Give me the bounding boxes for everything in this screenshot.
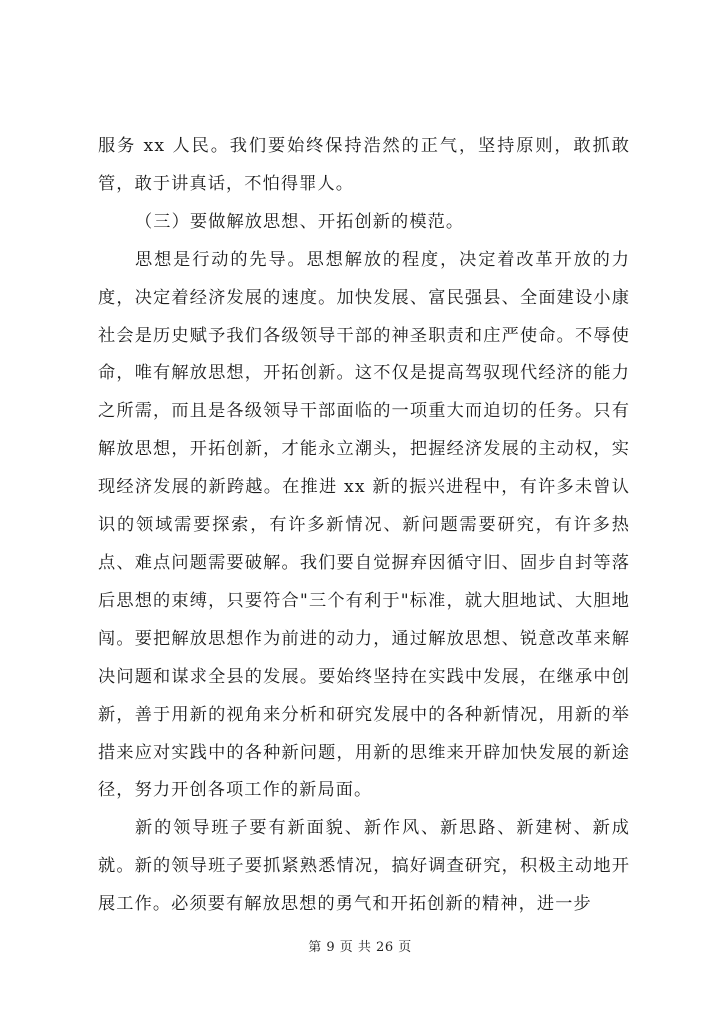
- paragraph-thought-liberation: 思想是行动的先导。思想解放的程度，决定着改革开放的力度，决定着经济发展的速度。加快发展、富民强县、全面建设小康社会是历史赋予我们各级领导干部的神圣职责和庄严使命。不辱使命，唯有解放思想，开拓创新。这不仅是提高驾驭现代经济的能力之所需，而且是各级领导干部面临的一项重大而迫切的任务。只有解放思想，开拓创新，才能永立潮头，把握经济发展的主动权，实现经济发展的新跨越。在推进 xx 新的振兴进程中，有许多未曾认识的领域需要探索，有许多新情况、新问题需要研究，有许多热点、难点问题需要破解。我们要自觉摒弃因循守旧、固步自封等落后思想的束缚，只要符合"三个有利于"标准，就大胆地试、大胆地闯。要把解放思想作为前进的动力，通过解放思想、锐意改革来解决问题和谋求全县的发展。要始终坚持在实践中发展，在继承中创新，善于用新的视角来分析和研究发展中的各种新情况，用新的举措来应对实践中的各种新问题，用新的思维来开辟加快发展的新途径，努力开创各项工作的新局面。: [98, 249, 630, 801]
- page-footer: 第 9 页 共 26 页: [308, 940, 412, 955]
- document-body: [98, 128, 630, 924]
- paragraph-continuation: 服务 xx 人民。我们要始终保持浩然的正气，坚持原则，敢抓敢管，敢于讲真话，不怕得罪人。: [98, 136, 630, 194]
- paragraph-new-leadership: 新的领导班子要有新面貌、新作风、新思路、新建树、新成就。新的领导班子要抓紧熟悉情况，搞好调查研究，积极主动地开展工作。必须要有解放思想的勇气和开拓创新的精神，进一步: [98, 818, 630, 915]
- section-heading: （三）要做解放思想、开拓创新的模范。: [135, 211, 465, 232]
